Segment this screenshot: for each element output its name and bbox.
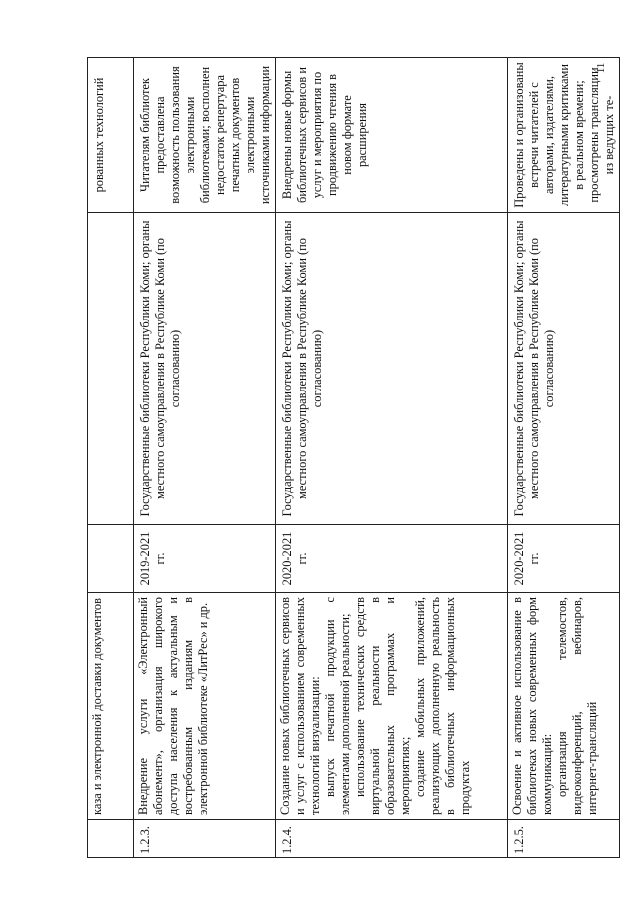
row-number: 1.2.5. bbox=[508, 820, 620, 858]
row-description bbox=[508, 593, 620, 820]
table-row-1-2-5 bbox=[508, 58, 620, 858]
row-executor: Государственные библиотеки Республики Коми; органы местного самоуправления в Республике Коми (по согласованию) bbox=[276, 213, 508, 525]
cell-period bbox=[88, 525, 134, 593]
row-description bbox=[134, 593, 276, 820]
page-number: 11 bbox=[595, 62, 607, 74]
description-paragraph: организация телемостов, видеоконференций, вебинаров, интернет-трансляций bbox=[555, 597, 599, 815]
row-result: Читателям библиотек предоставлена возможность пользования электронными библиотеками; восполнен недостаток репертуара печатных документов электронными источниками информации bbox=[134, 58, 276, 213]
table-row-continuation bbox=[88, 58, 134, 858]
row-result: Проведены и организованы встречи читателей с авторами, издателями, литературными критиками в реальном времени; просмотрены трансляции из ведущих те- bbox=[508, 58, 620, 213]
description-paragraph: использование технических средств виртуальной реальности в образовательных программах и мероприятиях; bbox=[353, 597, 412, 815]
row-number: 1.2.4. bbox=[276, 820, 508, 858]
row-period: 2019-2021 гг. bbox=[134, 525, 276, 593]
table-row-1-2-4 bbox=[276, 58, 508, 858]
row-number: 1.2.3. bbox=[134, 820, 276, 858]
row-result: Внедрены новые формы библиотечных сервисов и услуг и мероприятия по продвижению чтения в новом формате расширения bbox=[276, 58, 508, 213]
plan-table bbox=[87, 57, 620, 858]
row-executor: Государственные библиотеки Республики Коми; органы местного самоуправления в Республике Коми (по согласованию) bbox=[508, 213, 620, 525]
description-paragraph: создание мобильных приложений, реализующих дополненную реальность в библиотечных информационных продуктах bbox=[413, 597, 472, 815]
cell-description: каза и электронной доставки документов bbox=[88, 593, 134, 820]
description-paragraph: выпуск печатной продукции с элементами дополненной реальности; bbox=[323, 597, 352, 815]
row-period: 2020-2021 гг. bbox=[276, 525, 508, 593]
row-description bbox=[276, 593, 508, 820]
cell-result: рованных технологий bbox=[88, 58, 134, 213]
description-paragraph: Создание новых библиотечных сервисов и услуг с использованием современных технологий визуализации: bbox=[278, 597, 322, 815]
cell-number bbox=[88, 820, 134, 858]
description-paragraph: Внедрение услуги «Электронный абонемент», организация широкого доступа населения к актуальным и востребованным изданиям в электронной библиотеке «ЛитРес» и др. bbox=[136, 597, 210, 815]
row-executor: Государственные библиотеки Республики Коми; органы местного самоуправления в Республике Коми (по согласованию) bbox=[134, 213, 276, 525]
cell-executor bbox=[88, 213, 134, 525]
row-period: 2020-2021 гг. bbox=[508, 525, 620, 593]
description-paragraph: Освоение и активное использование в библиотеках новых современных форм коммуникаций: bbox=[510, 597, 554, 815]
table-row-1-2-3 bbox=[134, 58, 276, 858]
